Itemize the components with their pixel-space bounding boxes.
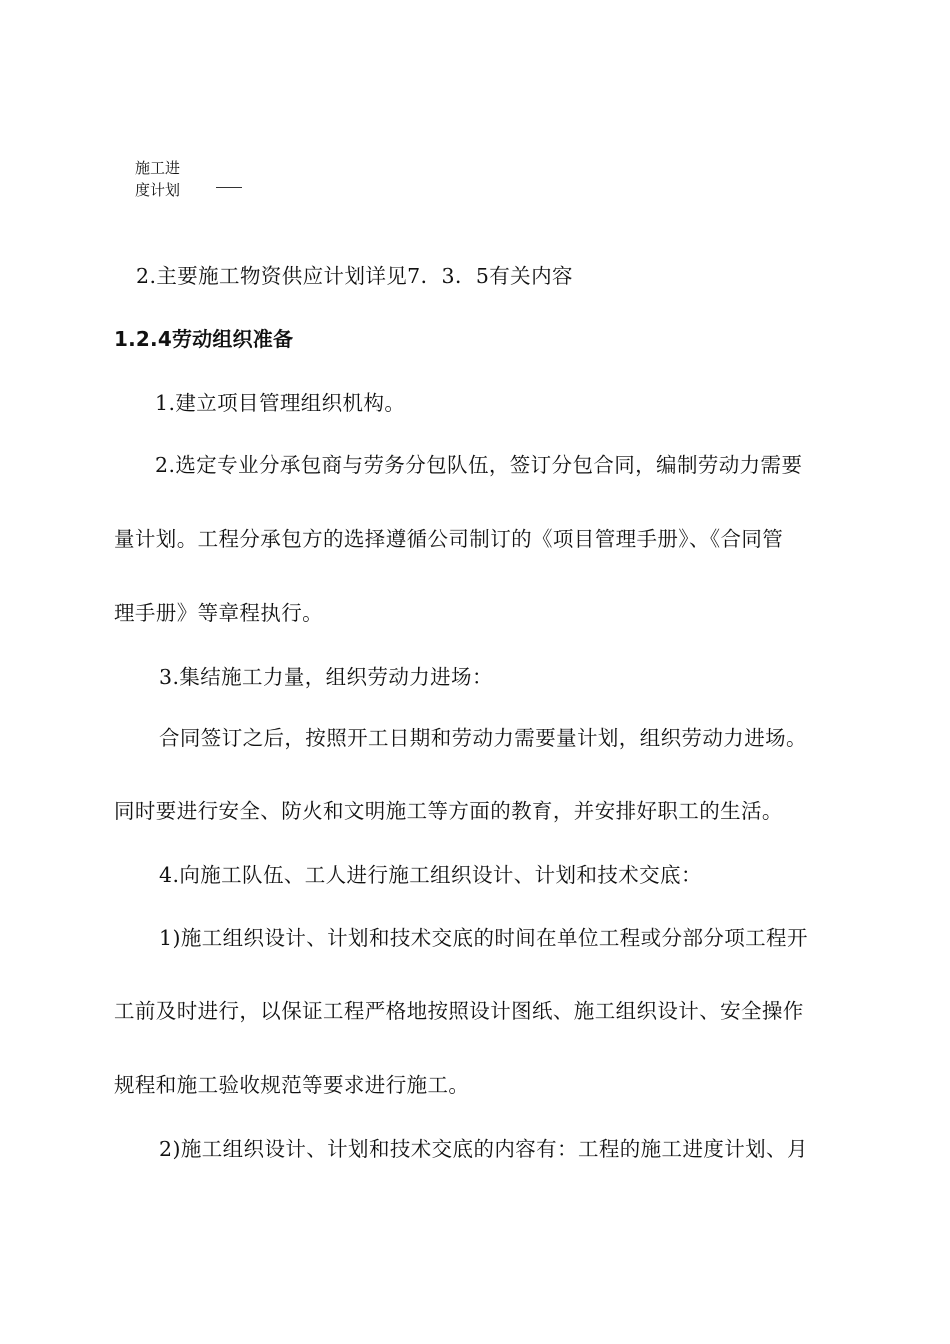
paragraph-item-2-line3: 理手册》等章程执行。 bbox=[114, 601, 323, 625]
paragraph-contract-line1: 合同签订之后，按照开工日期和劳动力需要量计划，组织劳动力进场。 bbox=[159, 726, 807, 750]
paragraph-item-2-line2: 量计划。工程分承包方的选择遵循公司制订的《项目管理手册》、《合同管 bbox=[114, 527, 784, 551]
paragraph-item-3: 3.集结施工力量，组织劳动力进场： bbox=[159, 665, 493, 689]
schedule-dash bbox=[216, 187, 242, 188]
paragraph-sub-2-line1: 2)施工组织设计、计划和技术交底的内容有：工程的施工进度计划、月 bbox=[159, 1137, 808, 1161]
paragraph-contract-line2: 同时要进行安全、防火和文明施工等方面的教育，并安排好职工的生活。 bbox=[114, 799, 783, 823]
paragraph-supply-plan: 2.主要施工物资供应计划详见7．3．5有关内容 bbox=[136, 264, 573, 288]
section-heading: 1.2.4劳动组织准备 bbox=[114, 327, 294, 351]
paragraph-sub-1-line3: 规程和施工验收规范等要求进行施工。 bbox=[114, 1073, 470, 1097]
paragraph-sub-1-line1: 1)施工组织设计、计划和技术交底的时间在单位工程或分部分项工程开 bbox=[159, 926, 808, 950]
paragraph-item-4: 4.向施工队伍、工人进行施工组织设计、计划和技术交底： bbox=[159, 863, 702, 887]
schedule-label-line1: 施工进 bbox=[135, 159, 181, 177]
paragraph-item-1: 1.建立项目管理组织机构。 bbox=[155, 391, 406, 415]
paragraph-item-2-line1: 2.选定专业分承包商与劳务分包队伍，签订分包合同，编制劳动力需要 bbox=[155, 453, 803, 477]
paragraph-sub-1-line2: 工前及时进行，以保证工程严格地按照设计图纸、施工组织设计、安全操作 bbox=[114, 999, 804, 1023]
schedule-label-line2: 度计划 bbox=[135, 181, 181, 199]
